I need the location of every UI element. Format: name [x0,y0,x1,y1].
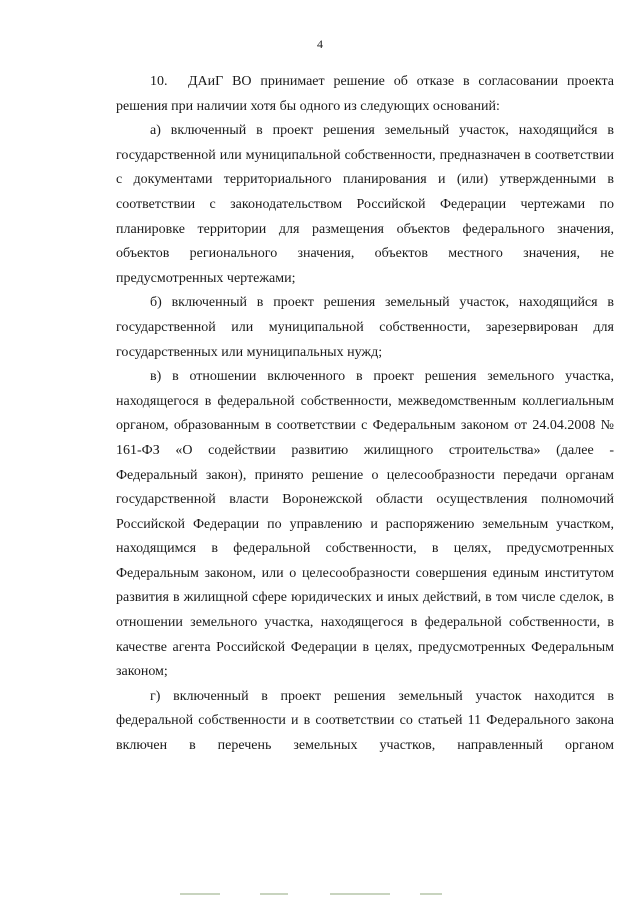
page-number: 4 [317,37,323,51]
paragraph-a: а) включенный в проект решения земельный участок, находящийся в государственной или муниципальной собственности, предназначен в соответствии с документами территориального планирования и (или) утвержденными в соответствии с законодательством Российской Федерации чертежами по планировке территории для размещения объектов федерального значения, объектов регионального значения, объектов местного значения, не предусмотренных чертежами; [116,123,614,286]
paragraph-10 [116,70,614,119]
paragraph-b: б) включенный в проект решения земельный участок, находящийся в государственной или муниципальной собственности, зарезервирован для государственных или муниципальных нужд; [116,295,614,360]
paragraph-g: г) включенный в проект решения земельный участок находится в федеральной собственности и в соответствии со статьей 11 Федерального закона включен в перечень земельных участков, направленный органом [116,688,614,754]
document-body [116,70,614,759]
scan-edge-mark [0,893,640,896]
paragraph-10-text: ДАиГ ВО принимает решение об отказе в согласовании проекта решения при наличии хотя бы одного из следующих оснований: [116,74,614,114]
paragraph-number: 10. [150,74,168,89]
paragraph-v: в) в отношении включенного в проект решения земельного участка, находящегося в федеральной собственности, межведомственным коллегиальным органом, образованным в соответствии с Федеральным законом от 24.04.2008 № 161-ФЗ «О содействии развитию жилищного строительства» (далее - Федеральный закон), принято решение о целесообразности передачи органам государственной власти Воронежской области осуществления полномочий Российской Федерации по управлению и распоряжению земельным участком, находящимся в федеральной собственности, в целях, предусмотренных Федеральным законом, или о целесообразности совершения единым институтом развития в жилищной сфере юридических и иных действий, в том числе сделок, в отношении земельного участка, находящегося в федеральной собственности, в качестве агента Российской Федерации в целях, предусмотренных Федеральным законом; [116,369,614,680]
